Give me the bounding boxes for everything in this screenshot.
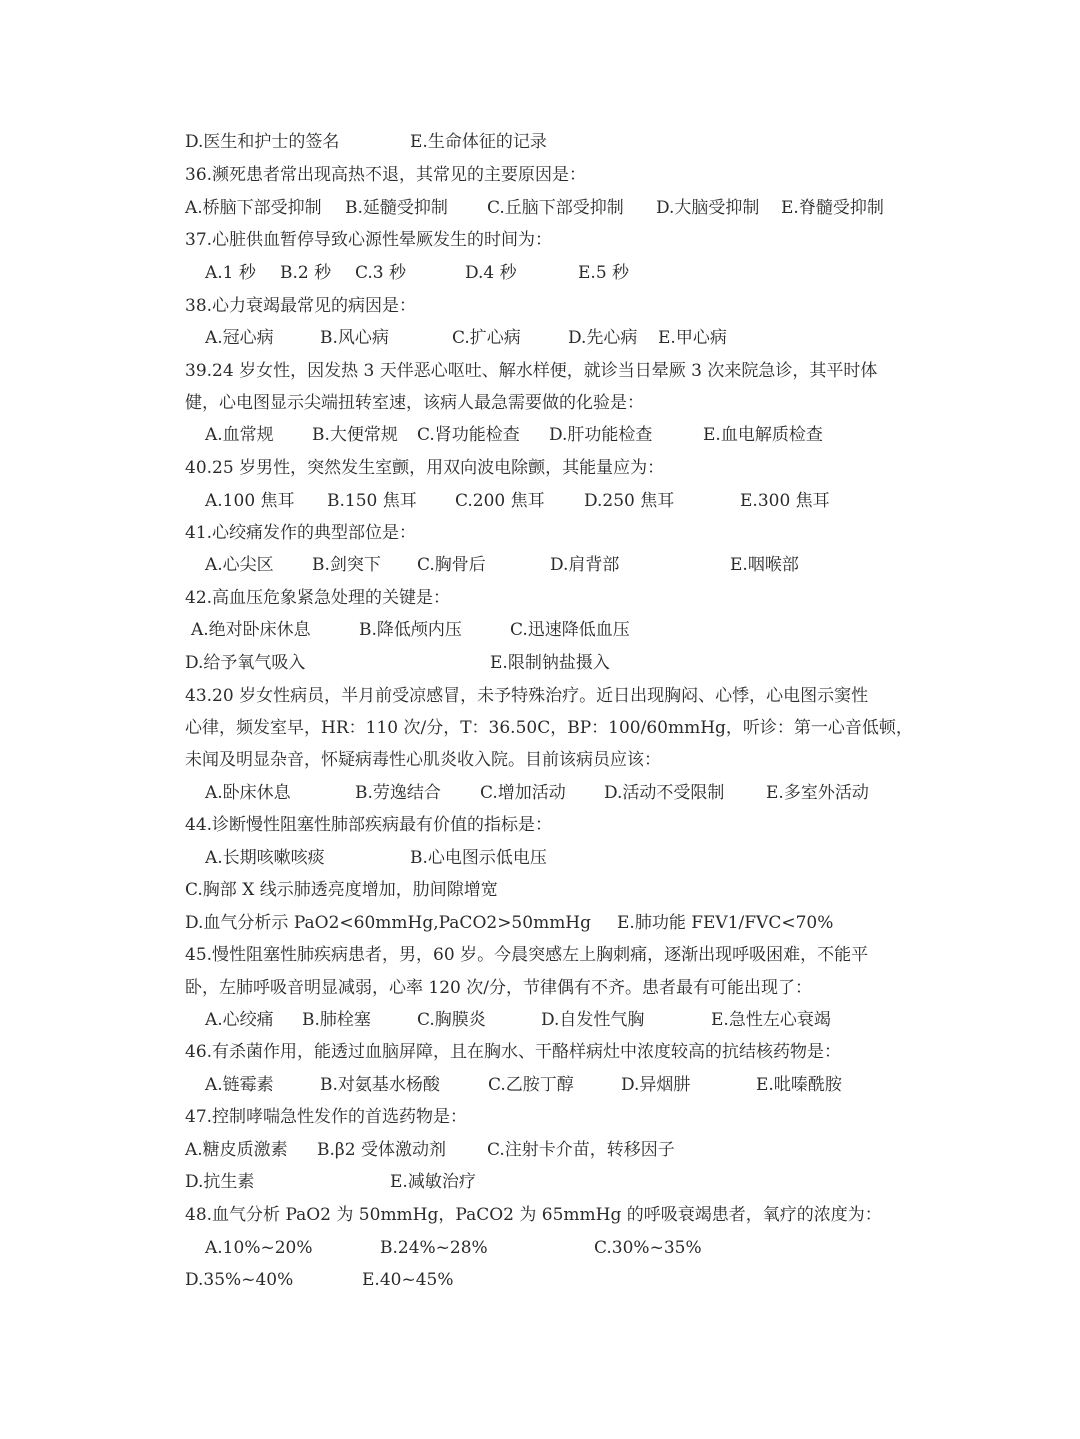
answer-option: E.肺功能 FEV1/FVC<70%	[617, 913, 834, 933]
question-line: 卧，左肺呼吸音明显减弱，心率 120 次/分，节律偶有不齐。患者最有可能出现了：	[185, 978, 812, 998]
answer-option: A.冠心病	[205, 328, 274, 348]
answer-option: B.β2 受体激动剂	[317, 1140, 446, 1160]
question-line: 心律，频发室早，HR：110 次/分，T：36.50C，BP：100/60mmHg，听诊：第一心音低顿，	[185, 718, 913, 738]
answer-option: B.2 秒	[280, 263, 332, 283]
question-line: 37.心脏供血暂停导致心源性晕厥发生的时间为：	[185, 230, 553, 250]
answer-option: A.链霉素	[205, 1075, 274, 1095]
question-line: 48.血气分析 PaO2 为 50mmHg，PaCO2 为 65mmHg 的呼吸衰竭患者，氧疗的浓度为：	[185, 1205, 882, 1225]
answer-option: E.限制钠盐摄入	[490, 653, 610, 673]
answer-option: D.肩背部	[550, 555, 620, 575]
answer-option: B.风心病	[320, 328, 389, 348]
answer-option: C.迅速降低血压	[510, 620, 630, 640]
answer-option: B.延髓受抑制	[345, 198, 448, 218]
answer-option: A.长期咳嗽咳痰	[205, 848, 325, 868]
answer-option: E.甲心病	[658, 328, 727, 348]
question-line: 36.濒死患者常出现高热不退，其常见的主要原因是：	[185, 165, 587, 185]
question-line: 39.24 岁女性，因发热 3 天伴恶心呕吐、解水样便，就诊当日晕厥 3 次来院急诊，其平时体	[185, 361, 878, 381]
question-line: 44.诊断慢性阻塞性肺部疾病最有价值的指标是：	[185, 815, 553, 835]
answer-option: D.4 秒	[465, 263, 517, 283]
answer-option: B.大便常规	[312, 425, 398, 445]
answer-option: A.10%~20%	[205, 1238, 313, 1258]
answer-option: A.糖皮质激素	[185, 1140, 288, 1160]
question-line: 40.25 岁男性，突然发生室颤，用双向波电除颤，其能量应为：	[185, 458, 665, 478]
answer-option: D.异烟肼	[621, 1075, 691, 1095]
answer-option: D.抗生素	[185, 1172, 255, 1192]
answer-option: D.250 焦耳	[584, 491, 675, 511]
answer-option: B.心电图示低电压	[410, 848, 547, 868]
answer-option: D.血气分析示 PaO2<60mmHg,PaCO2>50mmHg	[185, 913, 592, 933]
answer-option: D.给予氧气吸入	[185, 653, 306, 673]
answer-option: A.心尖区	[205, 555, 274, 575]
answer-option: D.自发性气胸	[541, 1010, 645, 1030]
answer-option: B.24%~28%	[380, 1238, 488, 1258]
answer-option: E.脊髓受抑制	[781, 198, 884, 218]
answer-option: C.胸骨后	[417, 555, 486, 575]
answer-option: C.乙胺丁醇	[488, 1075, 574, 1095]
answer-option: A.1 秒	[205, 263, 256, 283]
answer-option: D.35%~40%	[185, 1270, 294, 1290]
question-line: 健，心电图显示尖端扭转室速，该病人最急需要做的化验是：	[185, 393, 644, 413]
answer-option: C.30%~35%	[594, 1238, 702, 1258]
answer-option: C.200 焦耳	[455, 491, 545, 511]
answer-option: B.降低颅内压	[359, 620, 462, 640]
answer-option: B.剑突下	[312, 555, 381, 575]
question-line: 38.心力衰竭最常见的病因是：	[185, 296, 417, 316]
question-line: 42.高血压危象紧急处理的关键是：	[185, 588, 451, 608]
answer-option: D.先心病	[568, 328, 638, 348]
answer-option: C.注射卡介苗，转移因子	[487, 1140, 675, 1160]
question-line: 47.控制哮喘急性发作的首选药物是：	[185, 1107, 468, 1127]
answer-option: E.生命体征的记录	[410, 132, 547, 152]
answer-option: C.丘脑下部受抑制	[487, 198, 624, 218]
answer-option: E.5 秒	[578, 263, 630, 283]
question-line: 43.20 岁女性病员，半月前受凉感冒，未予特殊治疗。近日出现胸闷、心悸，心电图示窦性	[185, 686, 869, 706]
answer-option: E.多室外活动	[766, 783, 869, 803]
answer-option: D.肝功能检查	[549, 425, 653, 445]
answer-option: B.对氨基水杨酸	[320, 1075, 440, 1095]
answer-option: E.吡嗪酰胺	[756, 1075, 842, 1095]
question-line: 未闻及明显杂音，怀疑病毒性心肌炎收入院。目前该病员应该：	[185, 750, 661, 770]
answer-option: B.150 焦耳	[327, 491, 417, 511]
answer-option: D.医生和护士的签名	[185, 132, 340, 152]
answer-option: E.急性左心衰竭	[711, 1010, 831, 1030]
answer-option: E.40~45%	[362, 1270, 454, 1290]
answer-option: E.减敏治疗	[390, 1172, 476, 1192]
answer-option: C.肾功能检查	[417, 425, 520, 445]
answer-option: E.咽喉部	[730, 555, 799, 575]
question-line: 41.心绞痛发作的典型部位是：	[185, 523, 417, 543]
answer-option: C.扩心病	[452, 328, 521, 348]
answer-option: A.卧床休息	[205, 783, 291, 803]
question-line: 45.慢性阻塞性肺疾病患者，男，60 岁。今晨突感左上胸刺痛，逐渐出现呼吸困难，不能平	[185, 945, 869, 965]
answer-option: B.劳逸结合	[355, 783, 441, 803]
answer-option: C.增加活动	[480, 783, 566, 803]
question-line: 46.有杀菌作用，能透过血脑屏障，且在胸水、干酪样病灶中浓度较高的抗结核药物是：	[185, 1042, 842, 1062]
answer-option: A.心绞痛	[205, 1010, 274, 1030]
answer-option: E.300 焦耳	[740, 491, 830, 511]
answer-option: C.3 秒	[355, 263, 407, 283]
answer-option: C.胸膜炎	[417, 1010, 486, 1030]
answer-option: A.100 焦耳	[205, 491, 295, 511]
answer-option: B.肺栓塞	[302, 1010, 371, 1030]
answer-option: E.血电解质检查	[703, 425, 823, 445]
answer-option: D.大脑受抑制	[656, 198, 760, 218]
answer-option: A.桥脑下部受抑制	[185, 198, 322, 218]
answer-option: D.活动不受限制	[604, 783, 725, 803]
answer-option: C.胸部 X 线示肺透亮度增加，肋间隙增宽	[185, 880, 498, 900]
answer-option: A.血常规	[205, 425, 274, 445]
answer-option: A.绝对卧床休息	[191, 620, 311, 640]
